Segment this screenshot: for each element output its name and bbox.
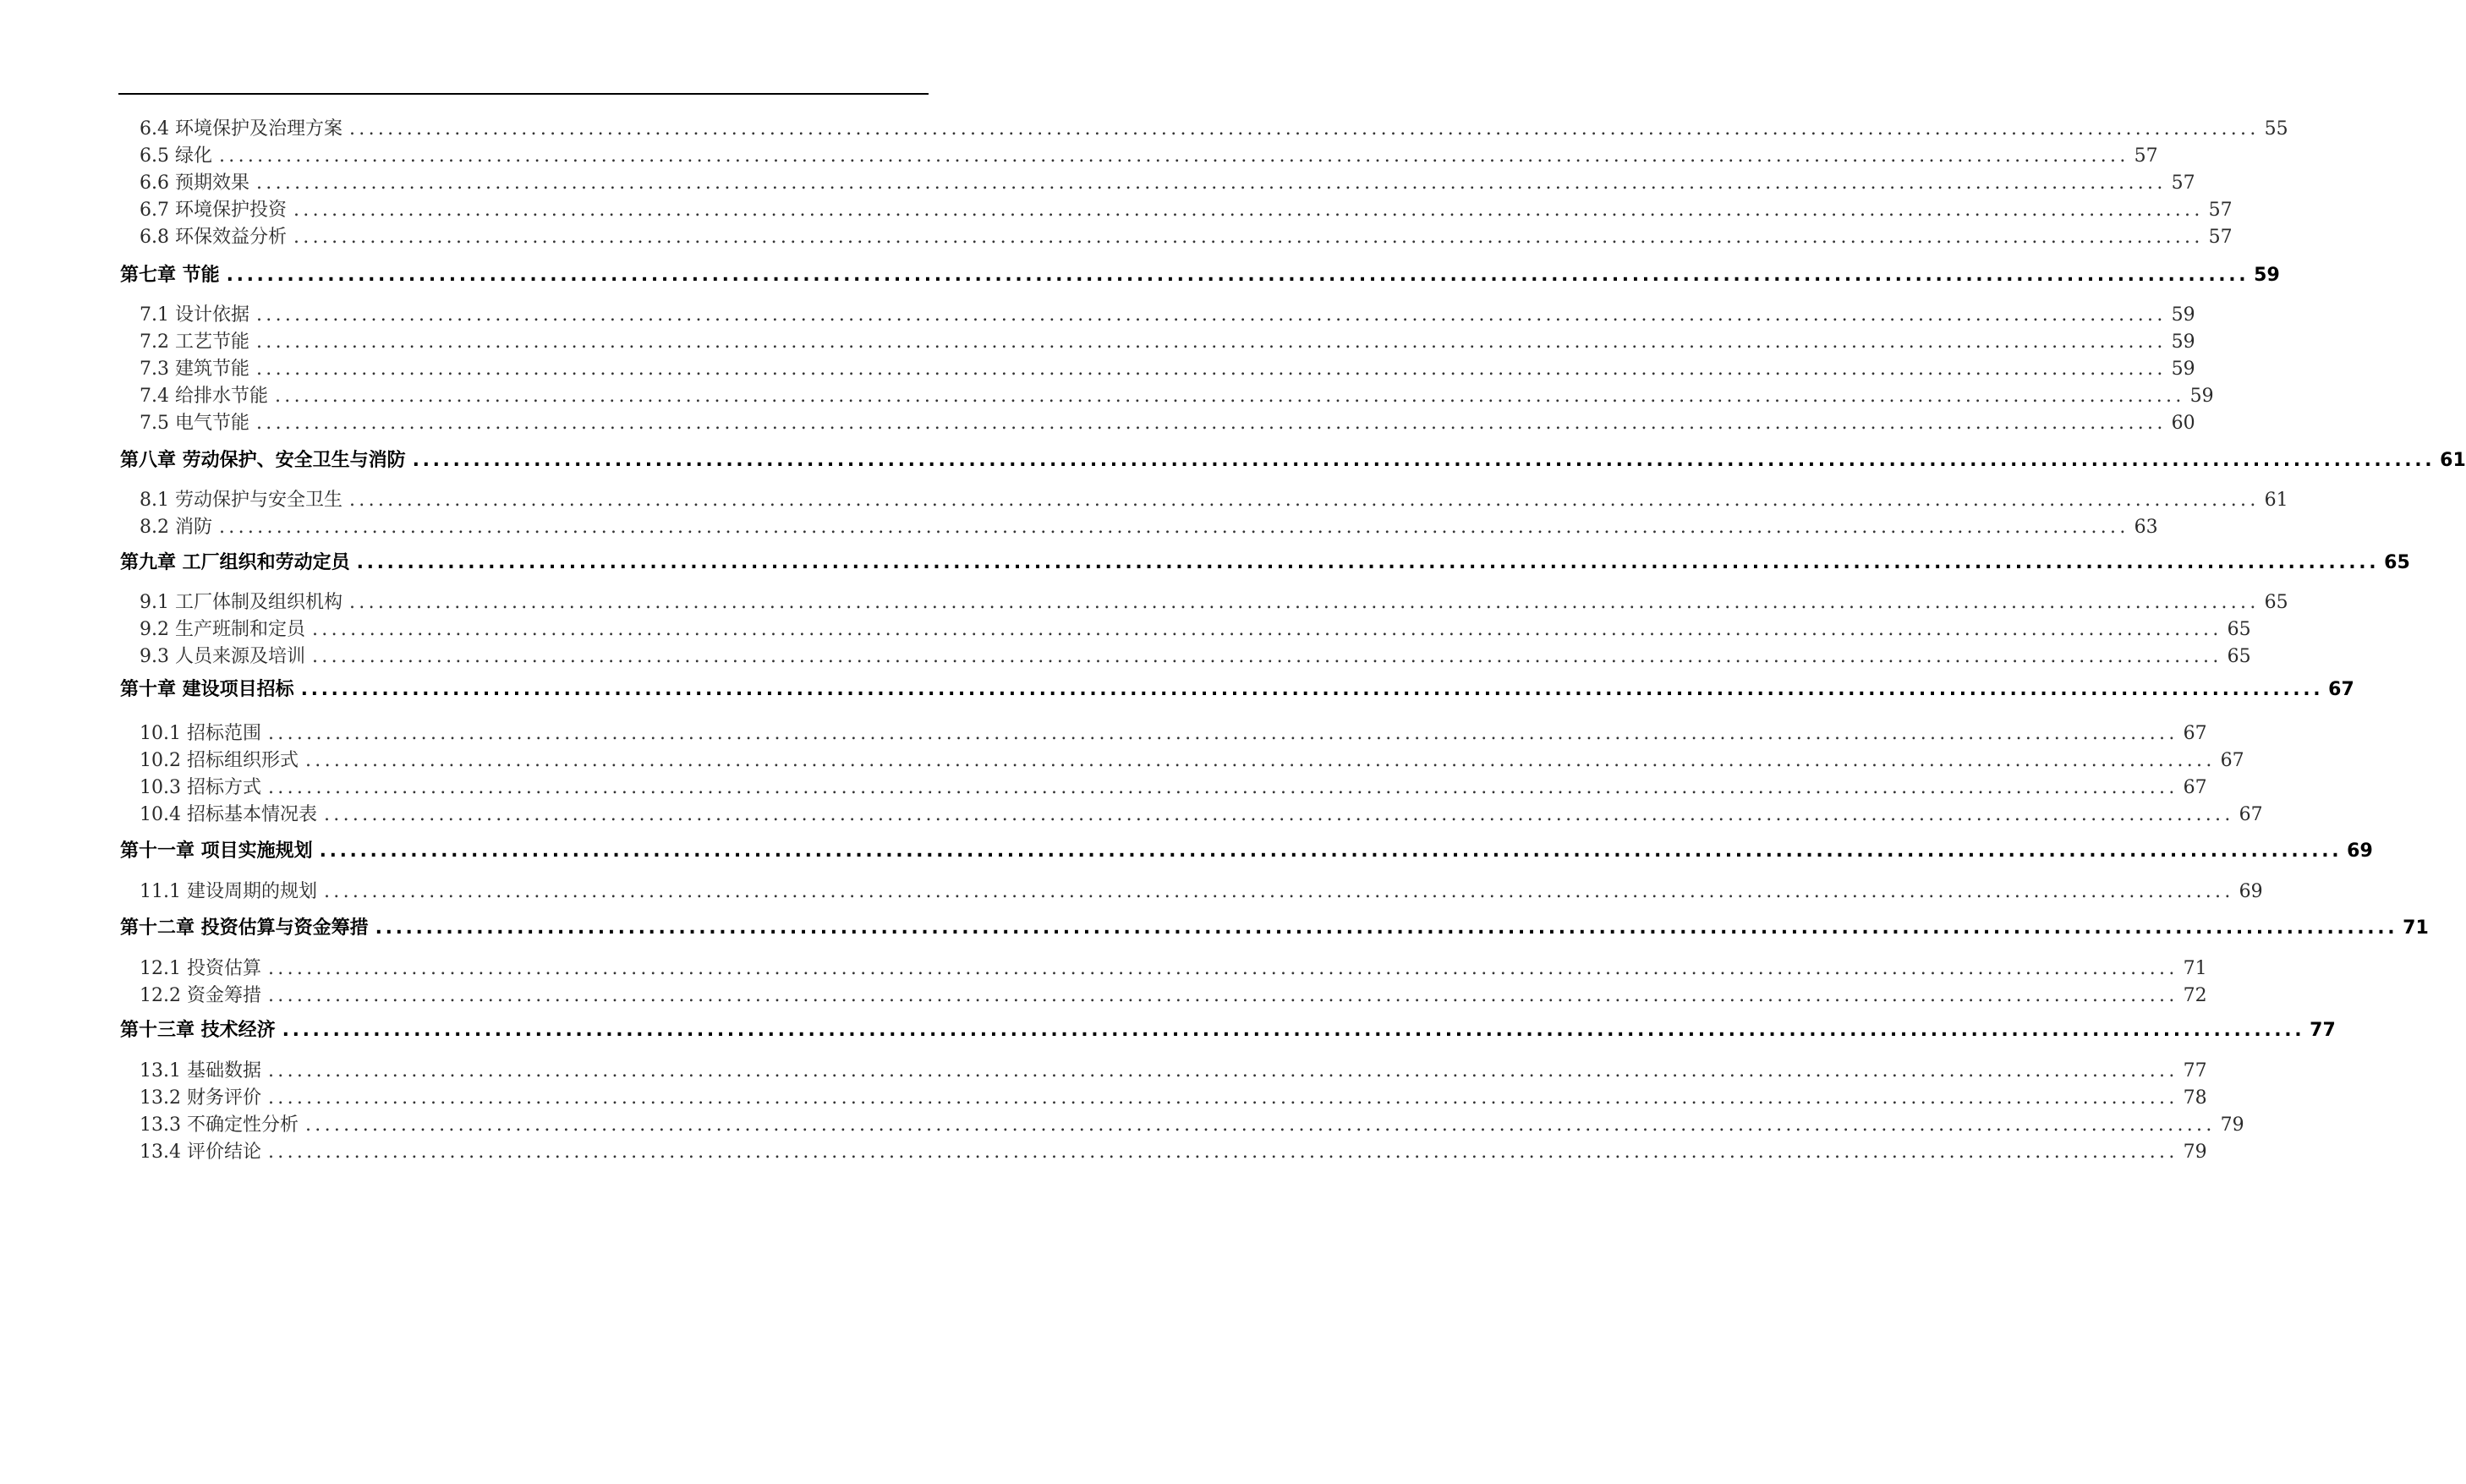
toc-page-number: 57 xyxy=(2208,227,2233,248)
toc-title: 第九章 工厂组织和劳动定员 xyxy=(120,552,350,573)
toc-chapter[interactable] xyxy=(120,676,2354,704)
toc-chapter[interactable] xyxy=(120,1017,2336,1044)
dot-leader: ........................................................................................................................................................................................................ xyxy=(282,1020,2305,1041)
toc-page-number: 60 xyxy=(2171,413,2195,434)
toc-entry[interactable] xyxy=(140,1113,2244,1138)
toc-page-number: 67 xyxy=(2183,723,2207,744)
toc-page-number: 59 xyxy=(2254,265,2280,286)
header-rule xyxy=(118,93,929,95)
toc-entry[interactable] xyxy=(140,983,2207,1009)
toc-entry[interactable] xyxy=(140,956,2207,982)
toc-entry[interactable] xyxy=(140,1086,2207,1111)
toc-title: 12.2 资金筹措 xyxy=(140,985,261,1006)
dot-leader: ........................................................................................................................................................................................................ xyxy=(375,917,2398,939)
toc-page-number: 71 xyxy=(2183,958,2207,979)
toc-page-number: 55 xyxy=(2264,118,2288,140)
toc-chapter[interactable] xyxy=(120,915,2429,942)
toc-entry[interactable] xyxy=(140,644,2251,670)
dot-leader: ........................................................................................................................................................................................................ xyxy=(311,646,2222,667)
toc-title: 8.2 消防 xyxy=(140,517,212,538)
dot-leader: ........................................................................................................................................................................................................ xyxy=(267,1060,2178,1082)
toc-page-number: 67 xyxy=(2183,777,2207,798)
toc-title: 7.4 给排水节能 xyxy=(140,386,268,407)
toc-entry[interactable] xyxy=(140,488,2288,513)
toc-page-number: 65 xyxy=(2227,619,2251,640)
dot-leader: ........................................................................................................................................................................................................ xyxy=(304,1114,2216,1136)
toc-title: 第十一章 项目实施规划 xyxy=(120,841,313,862)
toc-entry[interactable] xyxy=(140,748,2244,774)
toc-entry[interactable] xyxy=(140,384,2214,409)
toc-page-number: 65 xyxy=(2384,552,2410,573)
toc-title: 第八章 劳动保护、安全卫生与消防 xyxy=(120,450,406,471)
toc-title: 6.5 绿化 xyxy=(140,145,212,167)
toc-entry[interactable] xyxy=(140,721,2207,747)
toc-page-number: 67 xyxy=(2328,679,2354,700)
dot-leader: ........................................................................................................................................................................................................ xyxy=(412,450,2436,471)
toc-title: 7.2 工艺节能 xyxy=(140,331,249,353)
toc-chapter[interactable] xyxy=(120,447,2466,474)
toc-page-number: 59 xyxy=(2171,304,2195,326)
dot-leader: ........................................................................................................................................................................................................ xyxy=(348,118,2260,140)
toc-title: 第十二章 投资估算与资金筹措 xyxy=(120,917,369,939)
dot-leader: ........................................................................................................................................................................................................ xyxy=(323,804,2234,825)
toc-title: 9.2 生产班制和定员 xyxy=(140,619,305,640)
dot-leader: ........................................................................................................................................................................................................ xyxy=(323,881,2234,902)
toc-chapter[interactable] xyxy=(120,262,2280,289)
dot-leader: ........................................................................................................................................................................................................ xyxy=(267,985,2178,1006)
toc-page-number: 79 xyxy=(2183,1142,2207,1163)
toc-page-number: 59 xyxy=(2189,386,2214,407)
toc-title: 第十三章 技术经济 xyxy=(120,1020,276,1041)
dot-leader: ........................................................................................................................................................................................................ xyxy=(255,359,2167,380)
toc-page-number: 67 xyxy=(2239,804,2263,825)
toc-page-number: 61 xyxy=(2440,450,2466,471)
toc-page-number: 69 xyxy=(2239,881,2263,902)
toc-title: 9.3 人员来源及培训 xyxy=(140,646,305,667)
dot-leader: ........................................................................................................................................................................................................ xyxy=(319,841,2343,862)
toc-entry[interactable] xyxy=(140,144,2158,169)
toc-page-number: 77 xyxy=(2183,1060,2207,1082)
dot-leader: ........................................................................................................................................................................................................ xyxy=(293,200,2204,221)
toc-title: 第七章 节能 xyxy=(120,265,220,286)
toc-page-number: 78 xyxy=(2183,1087,2207,1109)
dot-leader: ........................................................................................................................................................................................................ xyxy=(267,1087,2178,1109)
toc-title: 13.2 财务评价 xyxy=(140,1087,261,1109)
dot-leader: ........................................................................................................................................................................................................ xyxy=(267,1142,2178,1163)
toc-entry[interactable] xyxy=(140,225,2233,250)
dot-leader: ........................................................................................................................................................................................................ xyxy=(348,592,2260,613)
toc-entry[interactable] xyxy=(140,171,2195,196)
toc-entry[interactable] xyxy=(140,117,2288,142)
toc-entry[interactable] xyxy=(140,775,2207,801)
toc-page-number: 57 xyxy=(2208,200,2233,221)
toc-page-number: 72 xyxy=(2183,985,2207,1006)
toc-title: 7.3 建筑节能 xyxy=(140,359,249,380)
toc-entry[interactable] xyxy=(140,198,2233,223)
toc-entry[interactable] xyxy=(140,1140,2207,1165)
toc-entry[interactable] xyxy=(140,330,2195,355)
toc-title: 第十章 建设项目招标 xyxy=(120,679,294,700)
toc-page-number: 65 xyxy=(2227,646,2251,667)
dot-leader: ........................................................................................................................................................................................................ xyxy=(267,958,2178,979)
dot-leader: ........................................................................................................................................................................................................ xyxy=(311,619,2222,640)
toc-page-number: 65 xyxy=(2264,592,2288,613)
toc-title: 13.1 基础数据 xyxy=(140,1060,261,1082)
toc-page-number: 57 xyxy=(2171,172,2195,194)
toc-page-number: 77 xyxy=(2310,1020,2336,1041)
toc-page-number: 69 xyxy=(2347,841,2373,862)
toc-entry[interactable] xyxy=(140,357,2195,382)
toc-title: 10.1 招标范围 xyxy=(140,723,261,744)
toc-title: 7.1 设计依据 xyxy=(140,304,249,326)
dot-leader: ........................................................................................................................................................................................................ xyxy=(356,552,2380,573)
toc-title: 6.4 环境保护及治理方案 xyxy=(140,118,342,140)
dot-leader: ........................................................................................................................................................................................................ xyxy=(274,386,2185,407)
toc-title: 13.4 评价结论 xyxy=(140,1142,261,1163)
dot-leader: ........................................................................................................................................................................................................ xyxy=(226,265,2250,286)
toc-chapter[interactable] xyxy=(120,838,2373,865)
toc-page-number: 63 xyxy=(2134,517,2158,538)
dot-leader: ........................................................................................................................................................................................................ xyxy=(255,172,2167,194)
toc-entry[interactable] xyxy=(140,411,2195,436)
dot-leader: ........................................................................................................................................................................................................ xyxy=(348,490,2260,511)
toc-title: 10.3 招标方式 xyxy=(140,777,261,798)
toc-entry[interactable] xyxy=(140,590,2288,616)
toc-page-number: 71 xyxy=(2403,917,2429,939)
toc-page-number: 61 xyxy=(2264,490,2288,511)
toc-title: 6.7 环境保护投资 xyxy=(140,200,287,221)
dot-leader: ........................................................................................................................................................................................................ xyxy=(293,227,2204,248)
toc-entry[interactable] xyxy=(140,879,2263,905)
dot-leader: ........................................................................................................................................................................................................ xyxy=(300,679,2324,700)
dot-leader: ........................................................................................................................................................................................................ xyxy=(304,750,2216,771)
dot-leader: ........................................................................................................................................................................................................ xyxy=(218,145,2129,167)
dot-leader: ........................................................................................................................................................................................................ xyxy=(218,517,2129,538)
toc-title: 6.6 预期效果 xyxy=(140,172,249,194)
toc-title: 9.1 工厂体制及组织机构 xyxy=(140,592,342,613)
toc-entry[interactable] xyxy=(140,515,2158,540)
toc-title: 10.4 招标基本情况表 xyxy=(140,804,317,825)
toc-page-number: 79 xyxy=(2220,1114,2244,1136)
dot-leader: ........................................................................................................................................................................................................ xyxy=(267,723,2178,744)
toc-entry[interactable] xyxy=(140,802,2263,828)
toc-title: 13.3 不确定性分析 xyxy=(140,1114,299,1136)
toc-page-number: 57 xyxy=(2134,145,2158,167)
toc-entry[interactable] xyxy=(140,303,2195,328)
dot-leader: ........................................................................................................................................................................................................ xyxy=(267,777,2178,798)
toc-title: 8.1 劳动保护与安全卫生 xyxy=(140,490,342,511)
toc-title: 12.1 投资估算 xyxy=(140,958,261,979)
dot-leader: ........................................................................................................................................................................................................ xyxy=(255,331,2167,353)
toc-page-number: 59 xyxy=(2171,359,2195,380)
dot-leader: ........................................................................................................................................................................................................ xyxy=(255,304,2167,326)
toc-entry[interactable] xyxy=(140,617,2251,643)
toc-chapter[interactable] xyxy=(120,550,2410,577)
dot-leader: ........................................................................................................................................................................................................ xyxy=(255,413,2167,434)
toc-title: 7.5 电气节能 xyxy=(140,413,249,434)
toc-page-number: 59 xyxy=(2171,331,2195,353)
toc-title: 6.8 环保效益分析 xyxy=(140,227,287,248)
toc-entry[interactable] xyxy=(140,1059,2207,1084)
toc-title: 11.1 建设周期的规划 xyxy=(140,881,317,902)
toc-title: 10.2 招标组织形式 xyxy=(140,750,299,771)
toc-page-number: 67 xyxy=(2220,750,2244,771)
